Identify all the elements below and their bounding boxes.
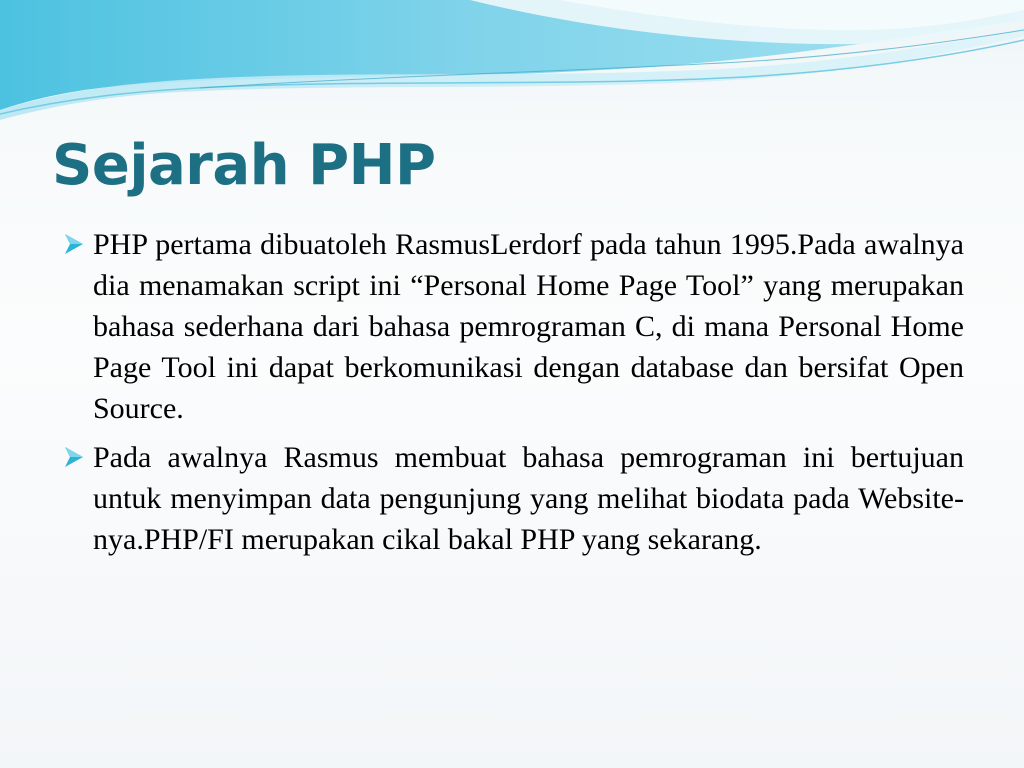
bullet-text: Pada awalnya Rasmus membuat bahasa pemrograman ini bertujuan untuk menyimpan data pengunjung yang melihat biodata pada Website-nya.PHP/FI merupakan cikal bakal PHP yang sekarang. [93, 441, 964, 556]
header-wave-decoration [0, 0, 1024, 130]
bullet-item [62, 224, 964, 429]
arrowhead-bullet-icon [62, 445, 86, 469]
slide-title: Sejarah PHP [52, 133, 436, 198]
bullet-text: PHP pertama dibuatoleh RasmusLerdorf pada tahun 1995.Pada awalnya dia menamakan script ini “Personal Home Page Tool” yang merupakan bahasa sederhana dari bahasa pemrograman C, di mana Personal Home Page Tool ini dapat berkomunikasi dengan database dan bersifat Open Source. [93, 228, 964, 425]
bullet-item [62, 437, 964, 560]
arrowhead-bullet-icon [62, 232, 86, 256]
bullet-list [62, 224, 964, 568]
